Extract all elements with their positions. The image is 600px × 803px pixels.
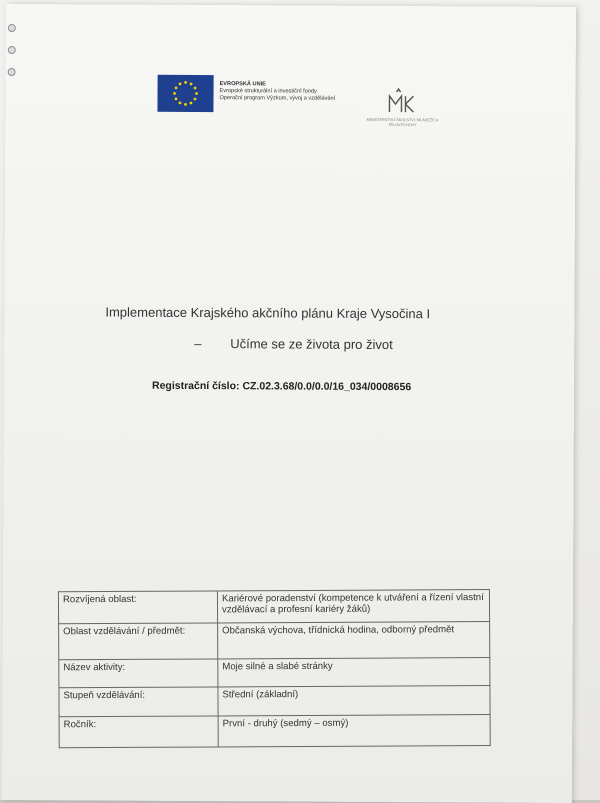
eu-line-2: Evropské strukturální a investiční fondy [219, 88, 317, 95]
row-value: Střední (základní) [218, 686, 490, 716]
eu-line-1: EVROPSKÁ UNIE [219, 81, 266, 88]
binding-holes [6, 24, 16, 76]
title-dash: – [194, 335, 202, 352]
registration-label: Registrační číslo: [151, 379, 240, 393]
activity-info-table [58, 589, 491, 748]
row-label: Rozvíjená oblast: [58, 591, 217, 624]
row-value: Moje silné a slabé stránky [218, 658, 490, 687]
row-value: Kariérové poradenství (kompetence k utváření a řízení vlastní vzdělávací a profesní kariéry žáků) [217, 590, 489, 623]
table-row [59, 658, 490, 688]
eu-flag-logo [157, 75, 213, 112]
table-row [59, 686, 490, 717]
registration-value: CZ.02.3.68/0.0/0.0/16_034/0008656 [242, 380, 412, 394]
eu-funding-text [219, 81, 369, 103]
row-label: Stupeň vzdělávání: [59, 687, 218, 717]
document-page [2, 4, 576, 803]
document-title-line2: Učíme se ze života pro život [230, 336, 393, 353]
row-label: Oblast vzdělávání / předmět: [59, 623, 218, 660]
registration-number [152, 380, 411, 393]
row-value: Občanská výchova, třídnická hodina, odborný předmět [218, 622, 490, 659]
table-row [58, 590, 489, 624]
row-value: První - druhý (sedmý – osmý) [218, 715, 490, 747]
table-row [59, 622, 490, 660]
table-row [59, 715, 490, 748]
eu-line-3: Operační program Výzkum, vývoj a vzdělávání [219, 95, 336, 102]
document-title-line1: Implementace Krajského akčního plánu Kraje Vysočina I [105, 304, 431, 322]
msmt-caption: MINISTERSTVO ŠKOLSTVÍ, MLÁDEŽE A TĚLOVÝCHOVY [366, 117, 439, 127]
row-label: Název aktivity: [59, 659, 218, 688]
row-label: Ročník: [59, 716, 218, 748]
